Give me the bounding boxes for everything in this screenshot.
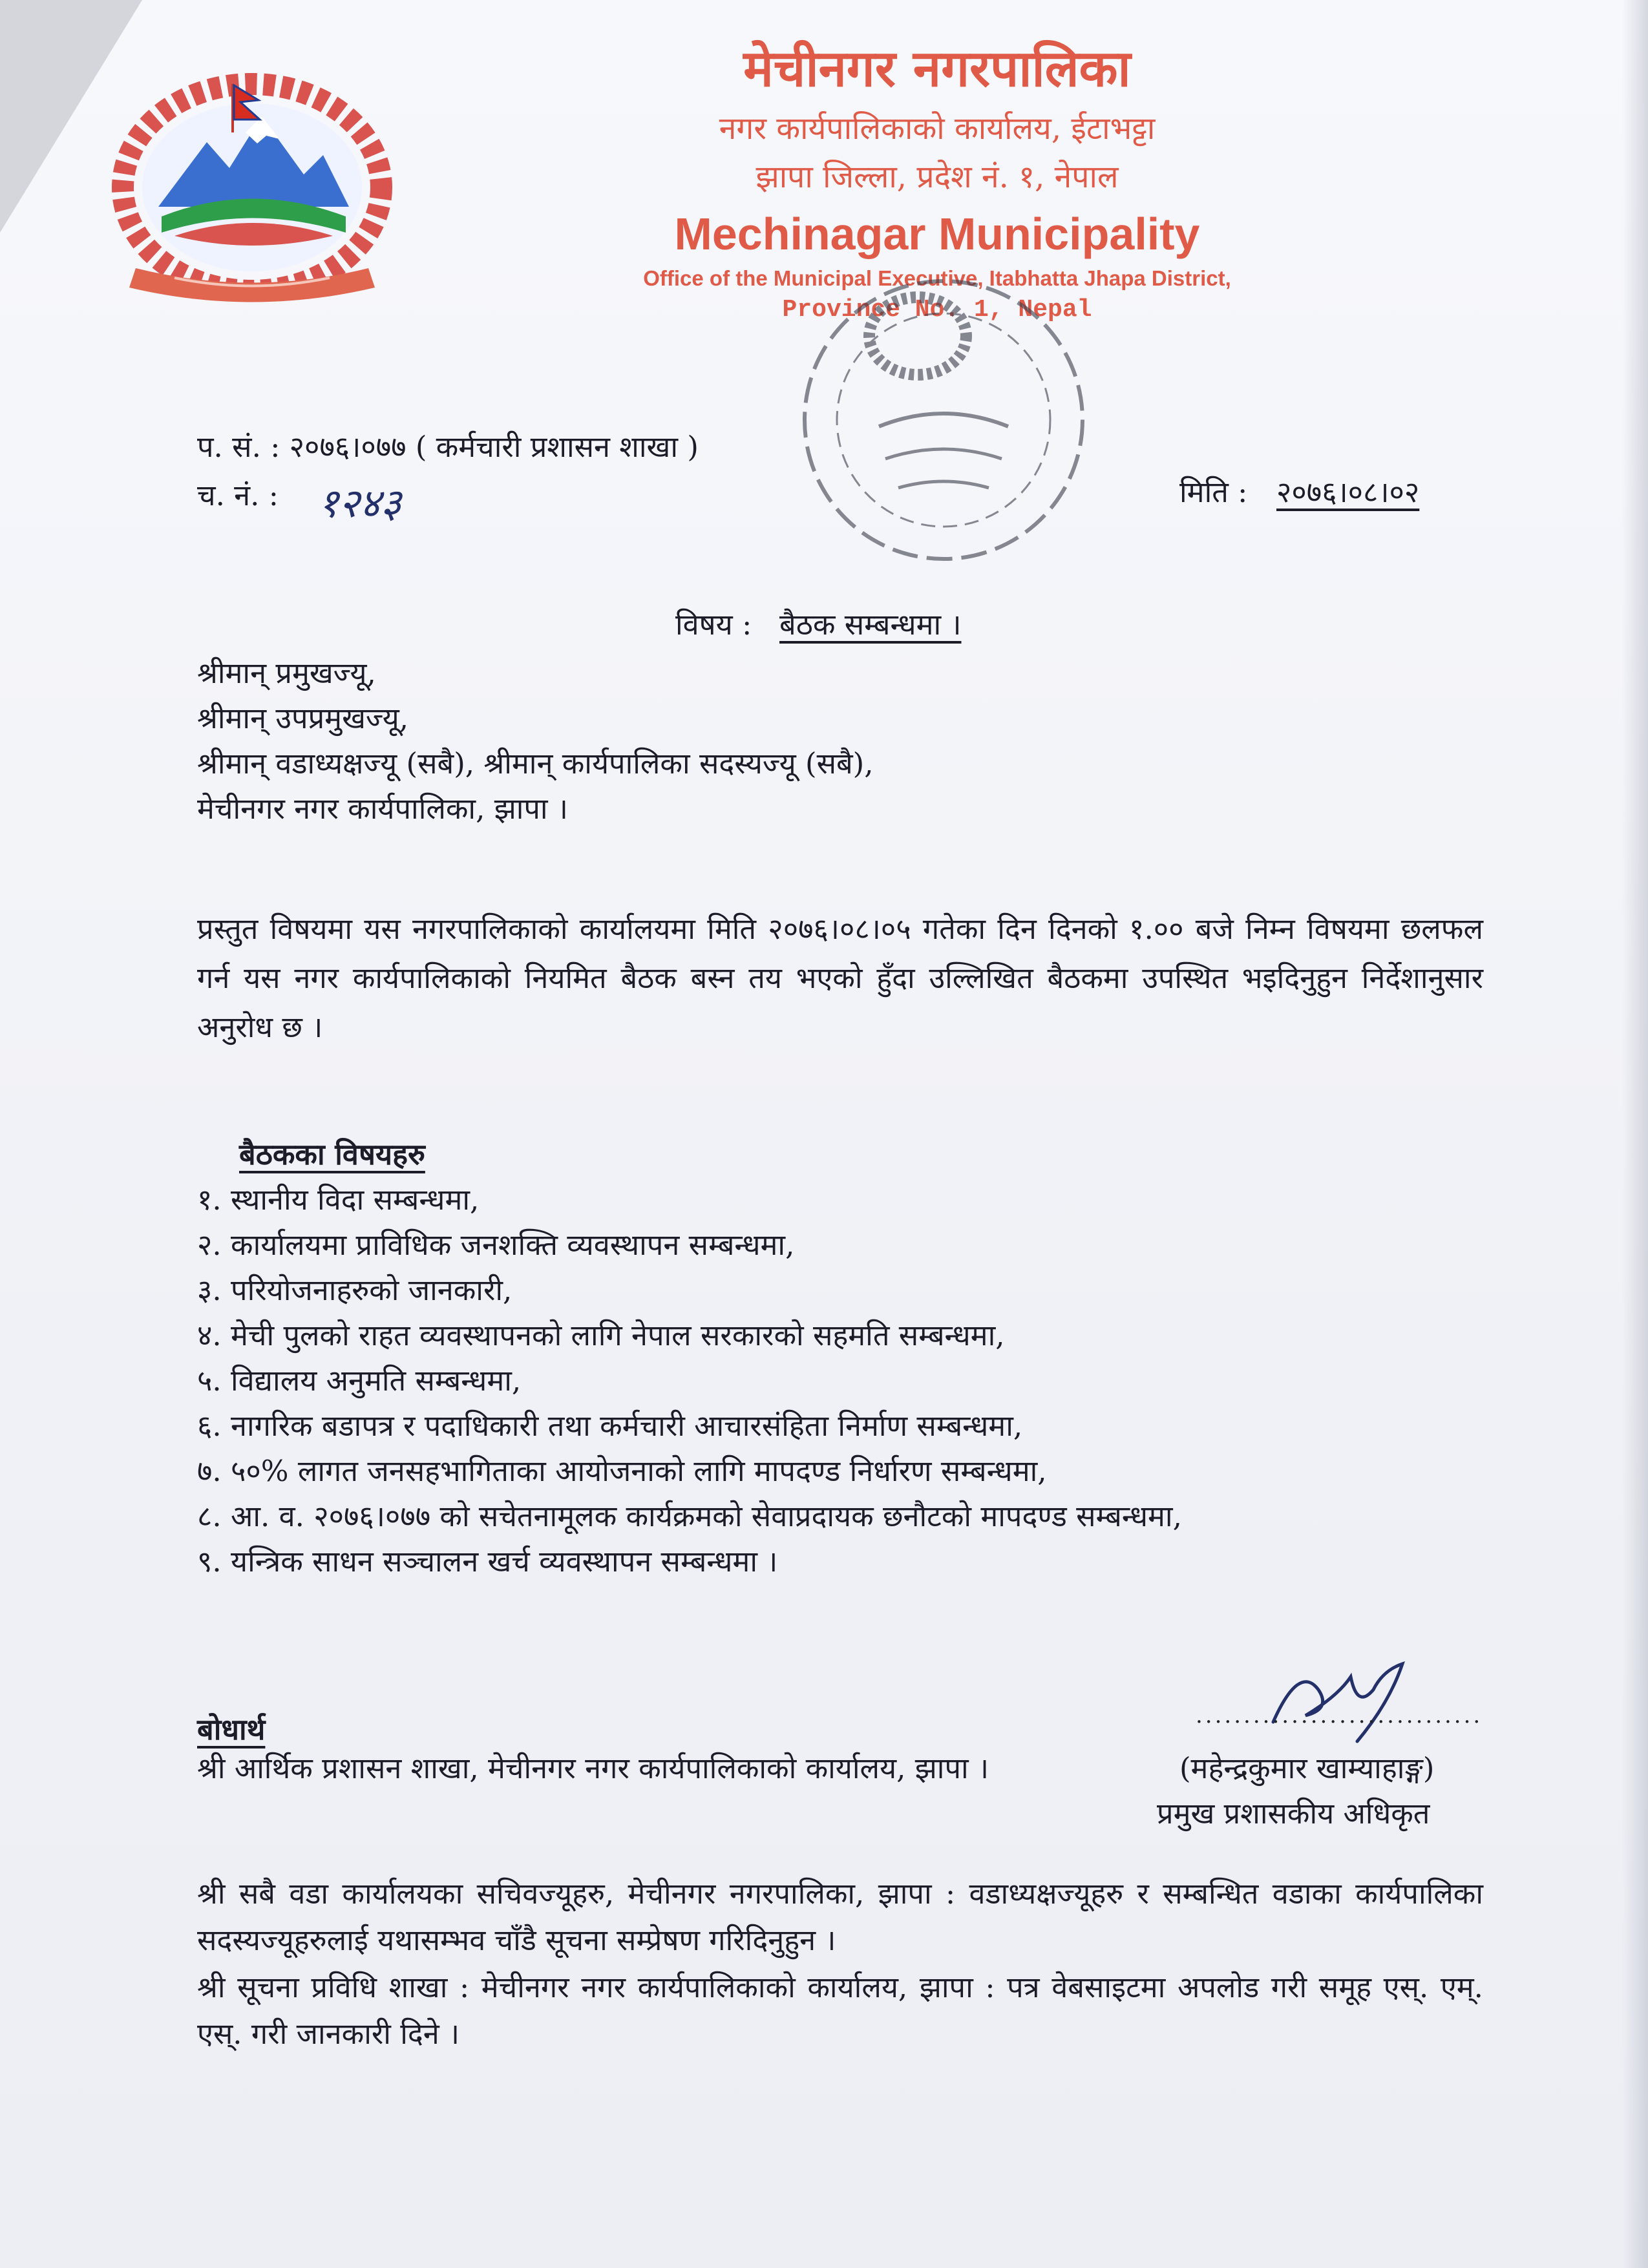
signatory-name: (महेन्द्रकुमार खाम्याहाङ्ग) (1179, 1751, 1435, 1785)
reference-number: प. सं. : २०७६।०७७ ( कर्मचारी प्रशासन शाखा ) (197, 430, 699, 464)
office-name-english: Office of the Municipal Executive, Itabhatta Jhapa District, (643, 266, 1231, 290)
letter-date: २०७६।०८।०२ (1276, 475, 1420, 509)
agenda-item: ५. विद्यालय अनुमति सम्बन्धमा, (197, 1363, 522, 1398)
agenda-item: ८. आ. व. २०७६।०७७ को सचेतनामूलक कार्यक्रमको सेवाप्रदायक छनौटको मापदण्ड सम्बन्धमा, (197, 1499, 1182, 1533)
addressee-line: श्रीमान् उपप्रमुखज्यू, (197, 701, 409, 735)
scan-edge-shadow (1622, 0, 1648, 2268)
agenda-item: ३. परियोजनाहरुको जानकारी, (197, 1273, 512, 1307)
handwritten-signature-icon (1260, 1651, 1428, 1748)
agenda-item: ६. नागरिक बडापत्र र पदाधिकारी तथा कर्मचारी आचारसंहिता निर्माण सम्बन्धमा, (197, 1409, 1023, 1443)
addressee-line: श्रीमान् वडाध्यक्षज्यू (सबै), श्रीमान् कार्यपालिका सदस्यज्यू (सबै), (197, 746, 874, 781)
signature-line: .............................. (1196, 1703, 1483, 1728)
signatory-title: प्रमुख प्रशासकीय अधिकृत (1157, 1796, 1430, 1831)
agenda-title: बैठकका विषयहरु (239, 1137, 425, 1171)
municipality-name-english: Mechinagar Municipality (674, 209, 1200, 259)
agenda-item: १. स्थानीय विदा सम्बन्धमा, (197, 1182, 480, 1217)
nepal-emblem-icon (97, 71, 407, 310)
agenda-item: ९. यन्त्रिक साधन सञ्चालन खर्च व्यवस्थापन सम्बन्धमा । (197, 1544, 778, 1579)
for-information-line: श्री आर्थिक प्रशासन शाखा, मेचीनगर नगर कार्यपालिकाको कार्यालय, झापा । (197, 1751, 989, 1785)
municipality-name-nepali: मेचीनगर नगरपालिका (743, 39, 1131, 98)
dispatch-number-label: च. नं. : (197, 478, 279, 512)
office-name-nepali: नगर कार्यपालिकाको कार्यालय, ईटाभट्टा (719, 110, 1156, 147)
cc-paragraph: श्री सबै वडा कार्यालयका सचिवज्यूहरु, मेचीनगर नगरपालिका, झापा : वडाध्यक्षज्यूहरु र सम्बन्धित वडाका कार्यपालिका सदस्यज्यूहरुलाई यथासम्भव चाँडै सूचना सम्प्रेषण गरिदिनुहुन । (197, 1876, 1483, 1957)
address-nepali: झापा जिल्ला, प्रदेश नं. १, नेपाल (755, 159, 1119, 195)
agenda-item: ७. ५०% लागत जनसहभागिताका आयोजनाको लागि मापदण्ड निर्धारण सम्बन्धमा, (197, 1454, 1047, 1488)
addressee-line: मेचीनगर नगर कार्यपालिका, झापा । (197, 792, 568, 826)
subject-text: बैठक सम्बन्धमा । (779, 607, 962, 642)
dispatch-number-handwritten: १२४३ (318, 479, 401, 527)
cc-paragraph: श्री सूचना प्रविधि शाखा : मेचीनगर नगर कार्यपालिकाको कार्यालय, झापा : पत्र वेबसाइटमा अपलोड गरी समूह एस्. एम्. एस्. गरी जानकारी दिने । (197, 1970, 1483, 2051)
province-english: Province No. 1, Nepal (782, 296, 1092, 324)
addressee-line: श्रीमान् प्रमुखज्यू, (197, 656, 376, 690)
for-information-title: बोधार्थ (197, 1712, 266, 1747)
subject-label: विषय : (675, 607, 752, 642)
agenda-item: ४. मेची पुलको राहत व्यवस्थापनको लागि नेपाल सरकारको सहमति सम्बन्धमा, (197, 1318, 1005, 1352)
letter-body: प्रस्तुत विषयमा यस नगरपालिकाको कार्यालयमा मिति २०७६।०८।०५ गतेका दिन दिनको १.०० बजे निम्न विषयमा छलफल गर्न यस नगर कार्यपालिकाको नियमित बैठक बस्न तय भएको हुँदा उल्लिखित बैठकमा उपस्थित भइदिनुहुन निर्देशानुसार अनुरोध छ । (197, 912, 1483, 1044)
office-seal-stamp-icon (788, 265, 1099, 575)
date-label: मिति : (1179, 475, 1248, 509)
agenda-item: २. कार्यालयमा प्राविधिक जनशक्ति व्यवस्थापन सम्बन्धमा, (197, 1228, 795, 1262)
